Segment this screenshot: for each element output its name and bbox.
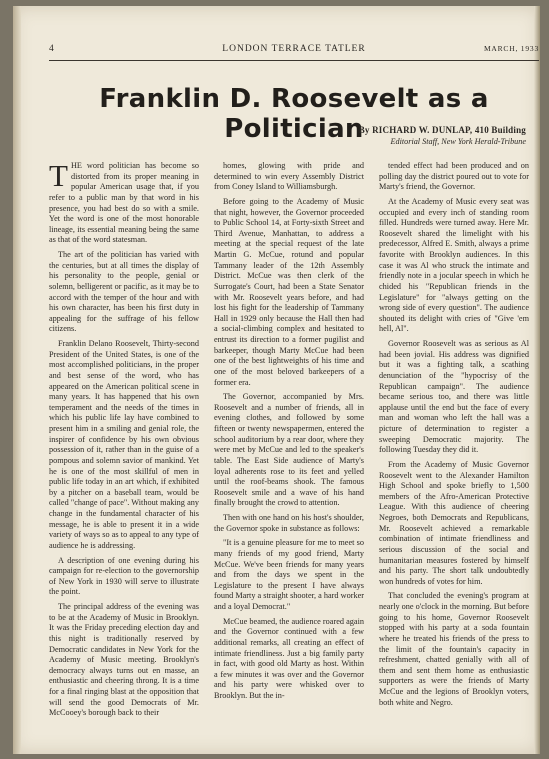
paragraph: Franklin Delano Roosevelt, Thirty-second President of the United States, is one of the most accomplished politicians, in the proper and best sense of the word, who has appeared on the American political scene in many years. It has happened that his own temperament and the needs of the times in which his public life lay have combined to present him in a smiling and genial role, the inspirer of confidence by his own obvious possession of it, rather than in the guise of a pompous and solemn savior of mankind. Yet he is one of the most skillful of men in public life today in an art which, if exhibited by a pitcher on a baseball team, would be called "change of pace". Without making any change in the fundamental character of his message, he is able to present it in a wide variety of ways so as to appeal to any type of audience he is addressing. [49, 339, 199, 550]
byline-block [359, 124, 526, 148]
drop-cap: T [49, 158, 68, 193]
masthead: LONDON TERRACE TATLER [222, 44, 366, 54]
paragraph: At the Academy of Music every seat was occupied and every inch of standing room filled. Hundreds were turned away. Here Mr. Roosevelt shared the limelight with his predecessor, Alfred E. Smith, always a prime favorite with Brooklyn audiences. In this case it was Al who struck the intimate and friendly note in a jocular speech in which he chided his "Republican friends in the Legislature" for "always getting on the wrong side of every question". The audience shouted its delight with cries of "Give 'em hell, Al". [379, 196, 529, 334]
article-title: Franklin D. Roosevelt as a Politician [99, 84, 489, 144]
paragraph: homes, glowing with pride and determined to win every Assembly District from Coney Island to Williamsburgh. [214, 161, 364, 192]
running-header [49, 44, 539, 58]
issue-date: MARCH, 1933 [483, 44, 539, 53]
paragraph: From the Academy of Music Governor Roosevelt went to the Alexander Hamilton High School and spoke briefly to 1,500 members of the Afro-American Protective League. With this audience of cheering Negroes, both Democrats and Republicans, Mr. Roosevelt achieved a remarkable combination of intimate friendliness and serious discussion of the social and humanitarian measures fostered by himself and his party. The short talk undoubtedly won hundreds of votes for him. [379, 459, 529, 586]
magazine-page [13, 6, 540, 754]
paragraph: Then with one hand on his host's shoulder, the Governor spoke in substance as follows: [214, 513, 364, 533]
paragraph: The Governor, accompanied by Mrs. Roosevelt and a number of friends, all in evening clothes, and followed by some fifteen or twenty newspapermen, entered the school auditorium by a rear door, where they were met by McCue and led to the speaker's table. The East Side audience of Marty's loyal adherents rose to its feet and yelled until the roof-beams shook. The famous Roosevelt smile and a wave of his hand finally brought the crowd to attention. [214, 392, 364, 508]
paragraph: The art of the politician has varied with the centuries, but at all times the display of his personality to the people, genial or solemn, belligerent or pacific, as it may be to accord with the temper of the hour and with his own character, has been his first duty in appealing for the suffrage of his fellow citizens. [49, 250, 199, 334]
author-affiliation: Editorial Staff, New York Herald-Tribune [390, 137, 526, 146]
paragraph: Governor Roosevelt was as serious as Al had been jovial. His address was dignified but it was a fighting talk, a scathing denunciation of the "hypocrisy of the Republican campaign". The audience became serious too, and there was little applause until the end but the face of every man and woman who left the hall was a picture of determination to register a sweeping Democratic majority. The following Tuesday they did it. [379, 339, 529, 455]
text-column-3 [379, 161, 529, 712]
text-column-2 [214, 161, 364, 706]
paragraph: "It is a genuine pleasure for me to meet so many friends of my good friend, Marty McCue. We've been friends for many years and from the days we spent in the Legislature to the present I have always found Marty a straight shooter, a hard worker and a loyal Democrat." [214, 538, 364, 611]
page-number: 4 [49, 44, 55, 54]
paragraph: A description of one evening during his campaign for re-election to the governorship of New York in 1930 will serve to illustrate the point. [49, 555, 199, 597]
page-binding-shadow [13, 6, 21, 754]
paragraph: Before going to the Academy of Music that night, however, the Governor proceeded to Public School 14, at Forty-sixth Street and Third Avenue, Manhattan, to address a meeting at the special request of the late Martin G. McCue, rotund and popular Tammany leader of the 12th Assembly District. McCue was then clerk of the Surrogate's Court, had been a State Senator with Mr. Roosevelt years before, and had lost his fight for the leadership of Tammany Hall in 1929 only because the Hall then had a social-climbing complex and hesitated to entrust its direction to a former pugilist and barkeeper, though Marty McCue had been one of the best lightweights of his time and one of the most beloved barkeepers of a former era. [214, 196, 364, 387]
paragraph [49, 158, 199, 246]
byline: By RICHARD W. DUNLAP, 410 Building [358, 125, 526, 135]
paragraph-text: HE word politician has become so distorted from its proper meaning in popular American usage that, if you refer to a public man by that word in his presence, you had best do so with a smile. Yet the word is one of the most honorable lineage, its essential meaning being the same as that of the word statesman. [49, 161, 199, 245]
paragraph: That concluded the evening's program at nearly one o'clock in the morning. But before going to his home, Governor Roosevelt stopped with his party at a soda fountain where he treated his friends of the press to the limit of the fountain's capacity in refreshment, chatted genially with all of them and sent them home as enthusiastic supporters as were the friends of Marty McCue and the legions of Brooklyn voters, both white and Negro. [379, 591, 529, 707]
text-column-1 [49, 158, 199, 723]
paragraph: McCue beamed, the audience roared again and the Governor continued with a few additional remarks, all creating an effect of intimate friendliness. Just a big family party in fact, with good old Marty as host. Within a few minutes it was over and the Governor and his party were whisked over to Brooklyn. But the in- [214, 616, 364, 700]
header-rule [49, 60, 539, 61]
paragraph: The principal address of the evening was to be at the Academy of Music in Brooklyn. It was the Friday preceding election day and this night is traditionally reserved by Democratic candidates in New York for the Academy of Music meeting. Brooklyn's democracy always turns out en masse, an enthusiastic and cheering throng. It is a time for a final ringing blast at the opposition that will send the good Democrats of Mr. McCooey's borough back to their [49, 602, 199, 718]
paragraph: tended effect had been produced and on polling day the district poured out to vote for Marty's friend, the Governor. [379, 161, 529, 192]
